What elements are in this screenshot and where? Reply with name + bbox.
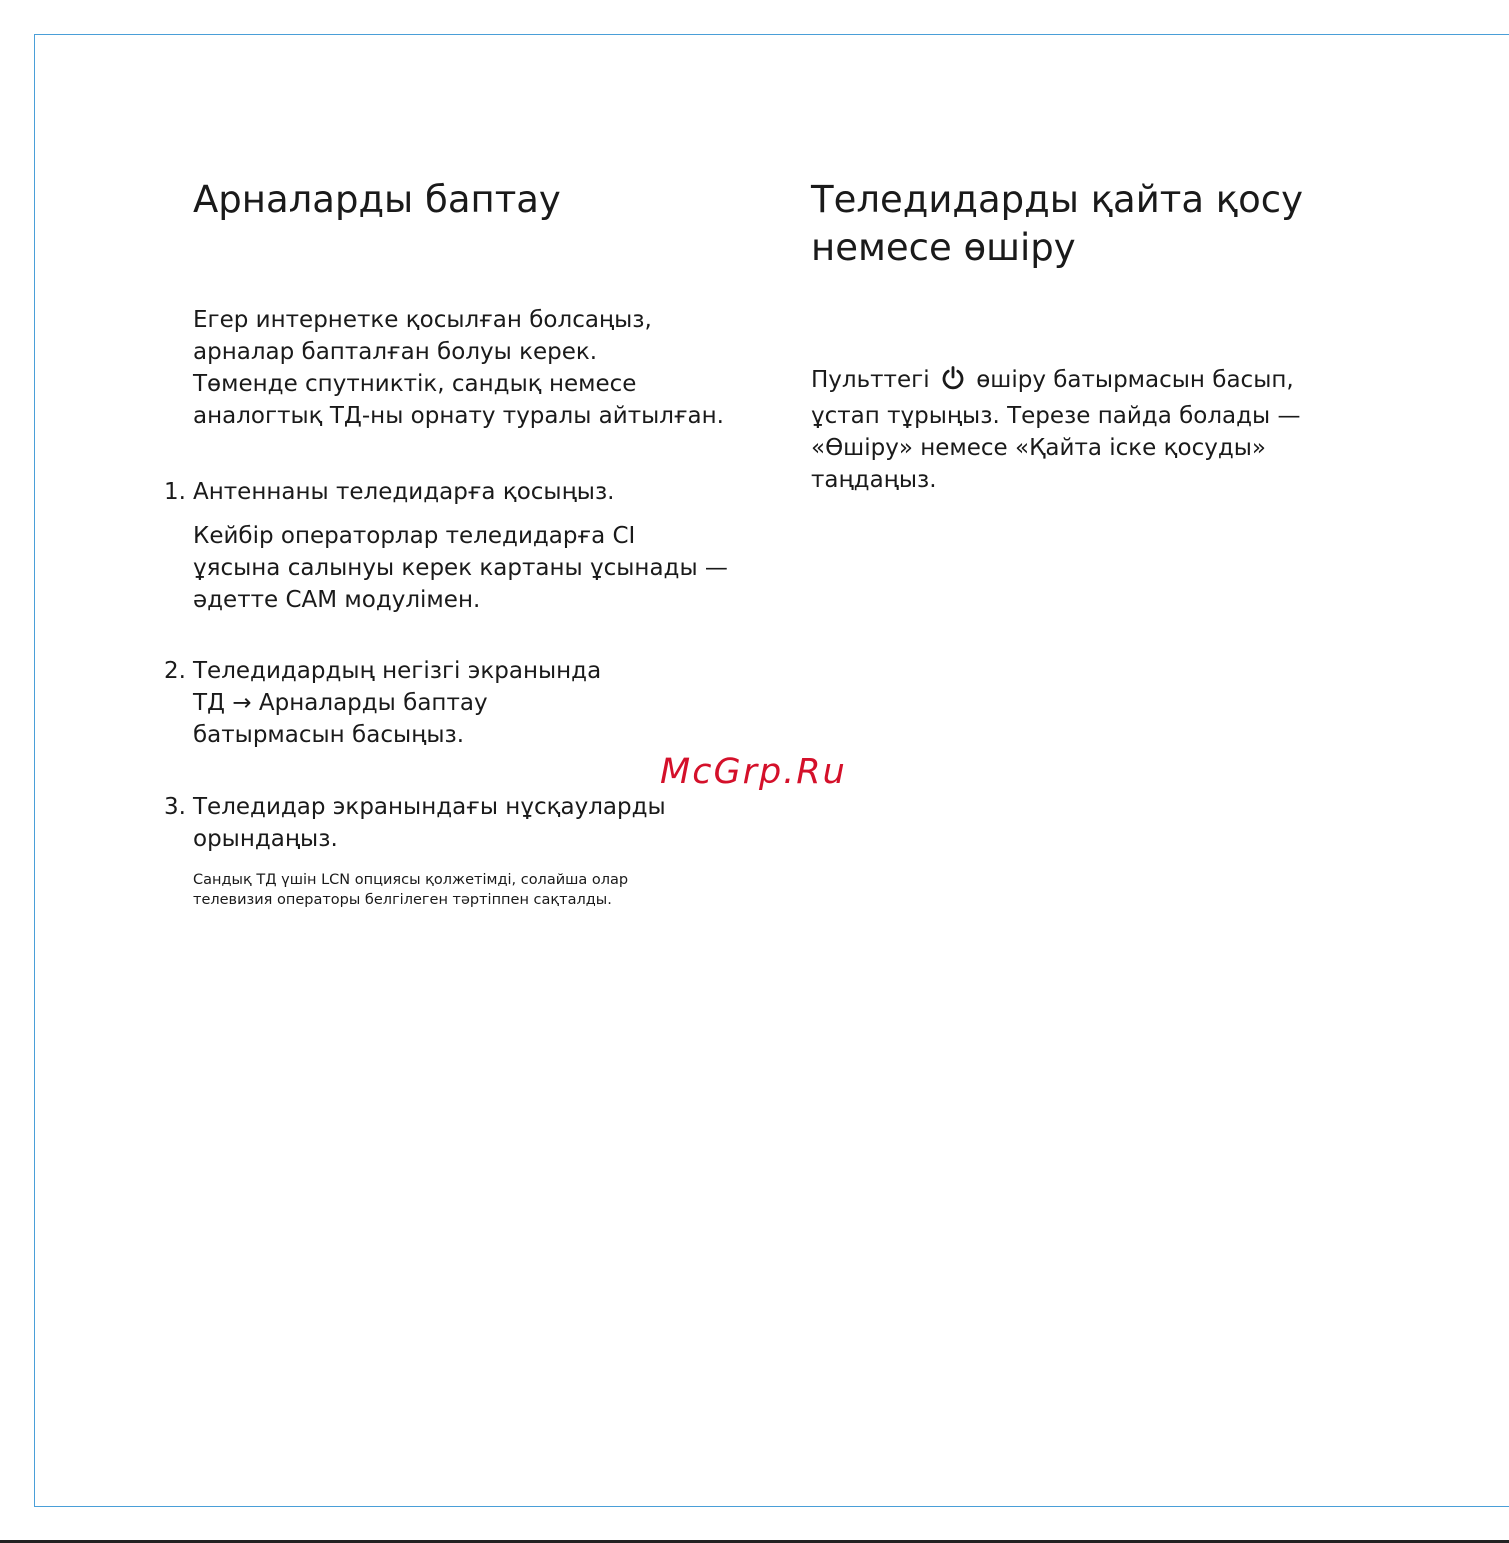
note-line: телевизия операторы белгілеген тәртіппен сақталды. xyxy=(193,892,612,908)
instruction-line: ұстап тұрыңыз. Терезе пайда болады — xyxy=(811,403,1301,429)
intro-line: Төменде спутниктік, сандық немесе xyxy=(193,371,637,397)
step-number: 3. xyxy=(164,794,186,820)
step-line: орындаңыз. xyxy=(193,826,338,852)
step-2-text xyxy=(193,655,601,751)
detail-line: ұясына салынуы керек картаны ұсынады — xyxy=(193,555,728,581)
note-line: Сандық ТД үшін LCN опциясы қолжетімді, солайша олар xyxy=(193,872,629,888)
intro-line: арналар бапталған болуы керек. xyxy=(193,339,598,365)
instruction-text: өшіру батырмасын басып, xyxy=(976,367,1294,393)
title-line: немесе өшіру xyxy=(811,226,1076,269)
step-line: Теледидар экранындағы нұсқауларды xyxy=(193,794,666,820)
detail-line: әдетте CAM модулімен. xyxy=(193,587,481,613)
step-line: Теледидардың негізгі экранында xyxy=(193,658,602,684)
instruction-line: «Өшіру» немесе «Қайта іске қосуды» xyxy=(811,435,1266,461)
step-number: 1. xyxy=(164,479,186,505)
title-line: Теледидарды қайта қосу xyxy=(811,178,1303,221)
lcn-note xyxy=(193,870,628,910)
channel-setup-title: Арналарды баптау xyxy=(193,178,561,221)
intro-line: аналогтық ТД-ны орнату туралы айтылған. xyxy=(193,403,724,429)
detail-line: Кейбір операторлар теледидарға CI xyxy=(193,523,636,549)
step-3-text xyxy=(193,791,666,855)
step-line: Антеннаны теледидарға қосыңыз. xyxy=(193,479,615,505)
instruction-line: таңдаңыз. xyxy=(811,467,937,493)
power-icon xyxy=(940,365,966,400)
step-line: ТД → Арналарды баптау xyxy=(193,690,488,716)
channel-setup-intro xyxy=(193,304,724,432)
step-1-text xyxy=(193,476,615,508)
instruction-text: Пульттегі xyxy=(811,367,930,393)
watermark: McGrp.Ru xyxy=(660,752,847,792)
step-1-detail xyxy=(193,520,728,616)
power-title xyxy=(811,176,1303,272)
intro-line: Егер интернетке қосылған болсаңыз, xyxy=(193,307,652,333)
power-instructions xyxy=(811,364,1301,496)
step-line: батырмасын басыңыз. xyxy=(193,722,465,748)
instruction-line-1 xyxy=(811,364,1301,400)
step-number: 2. xyxy=(164,658,186,684)
